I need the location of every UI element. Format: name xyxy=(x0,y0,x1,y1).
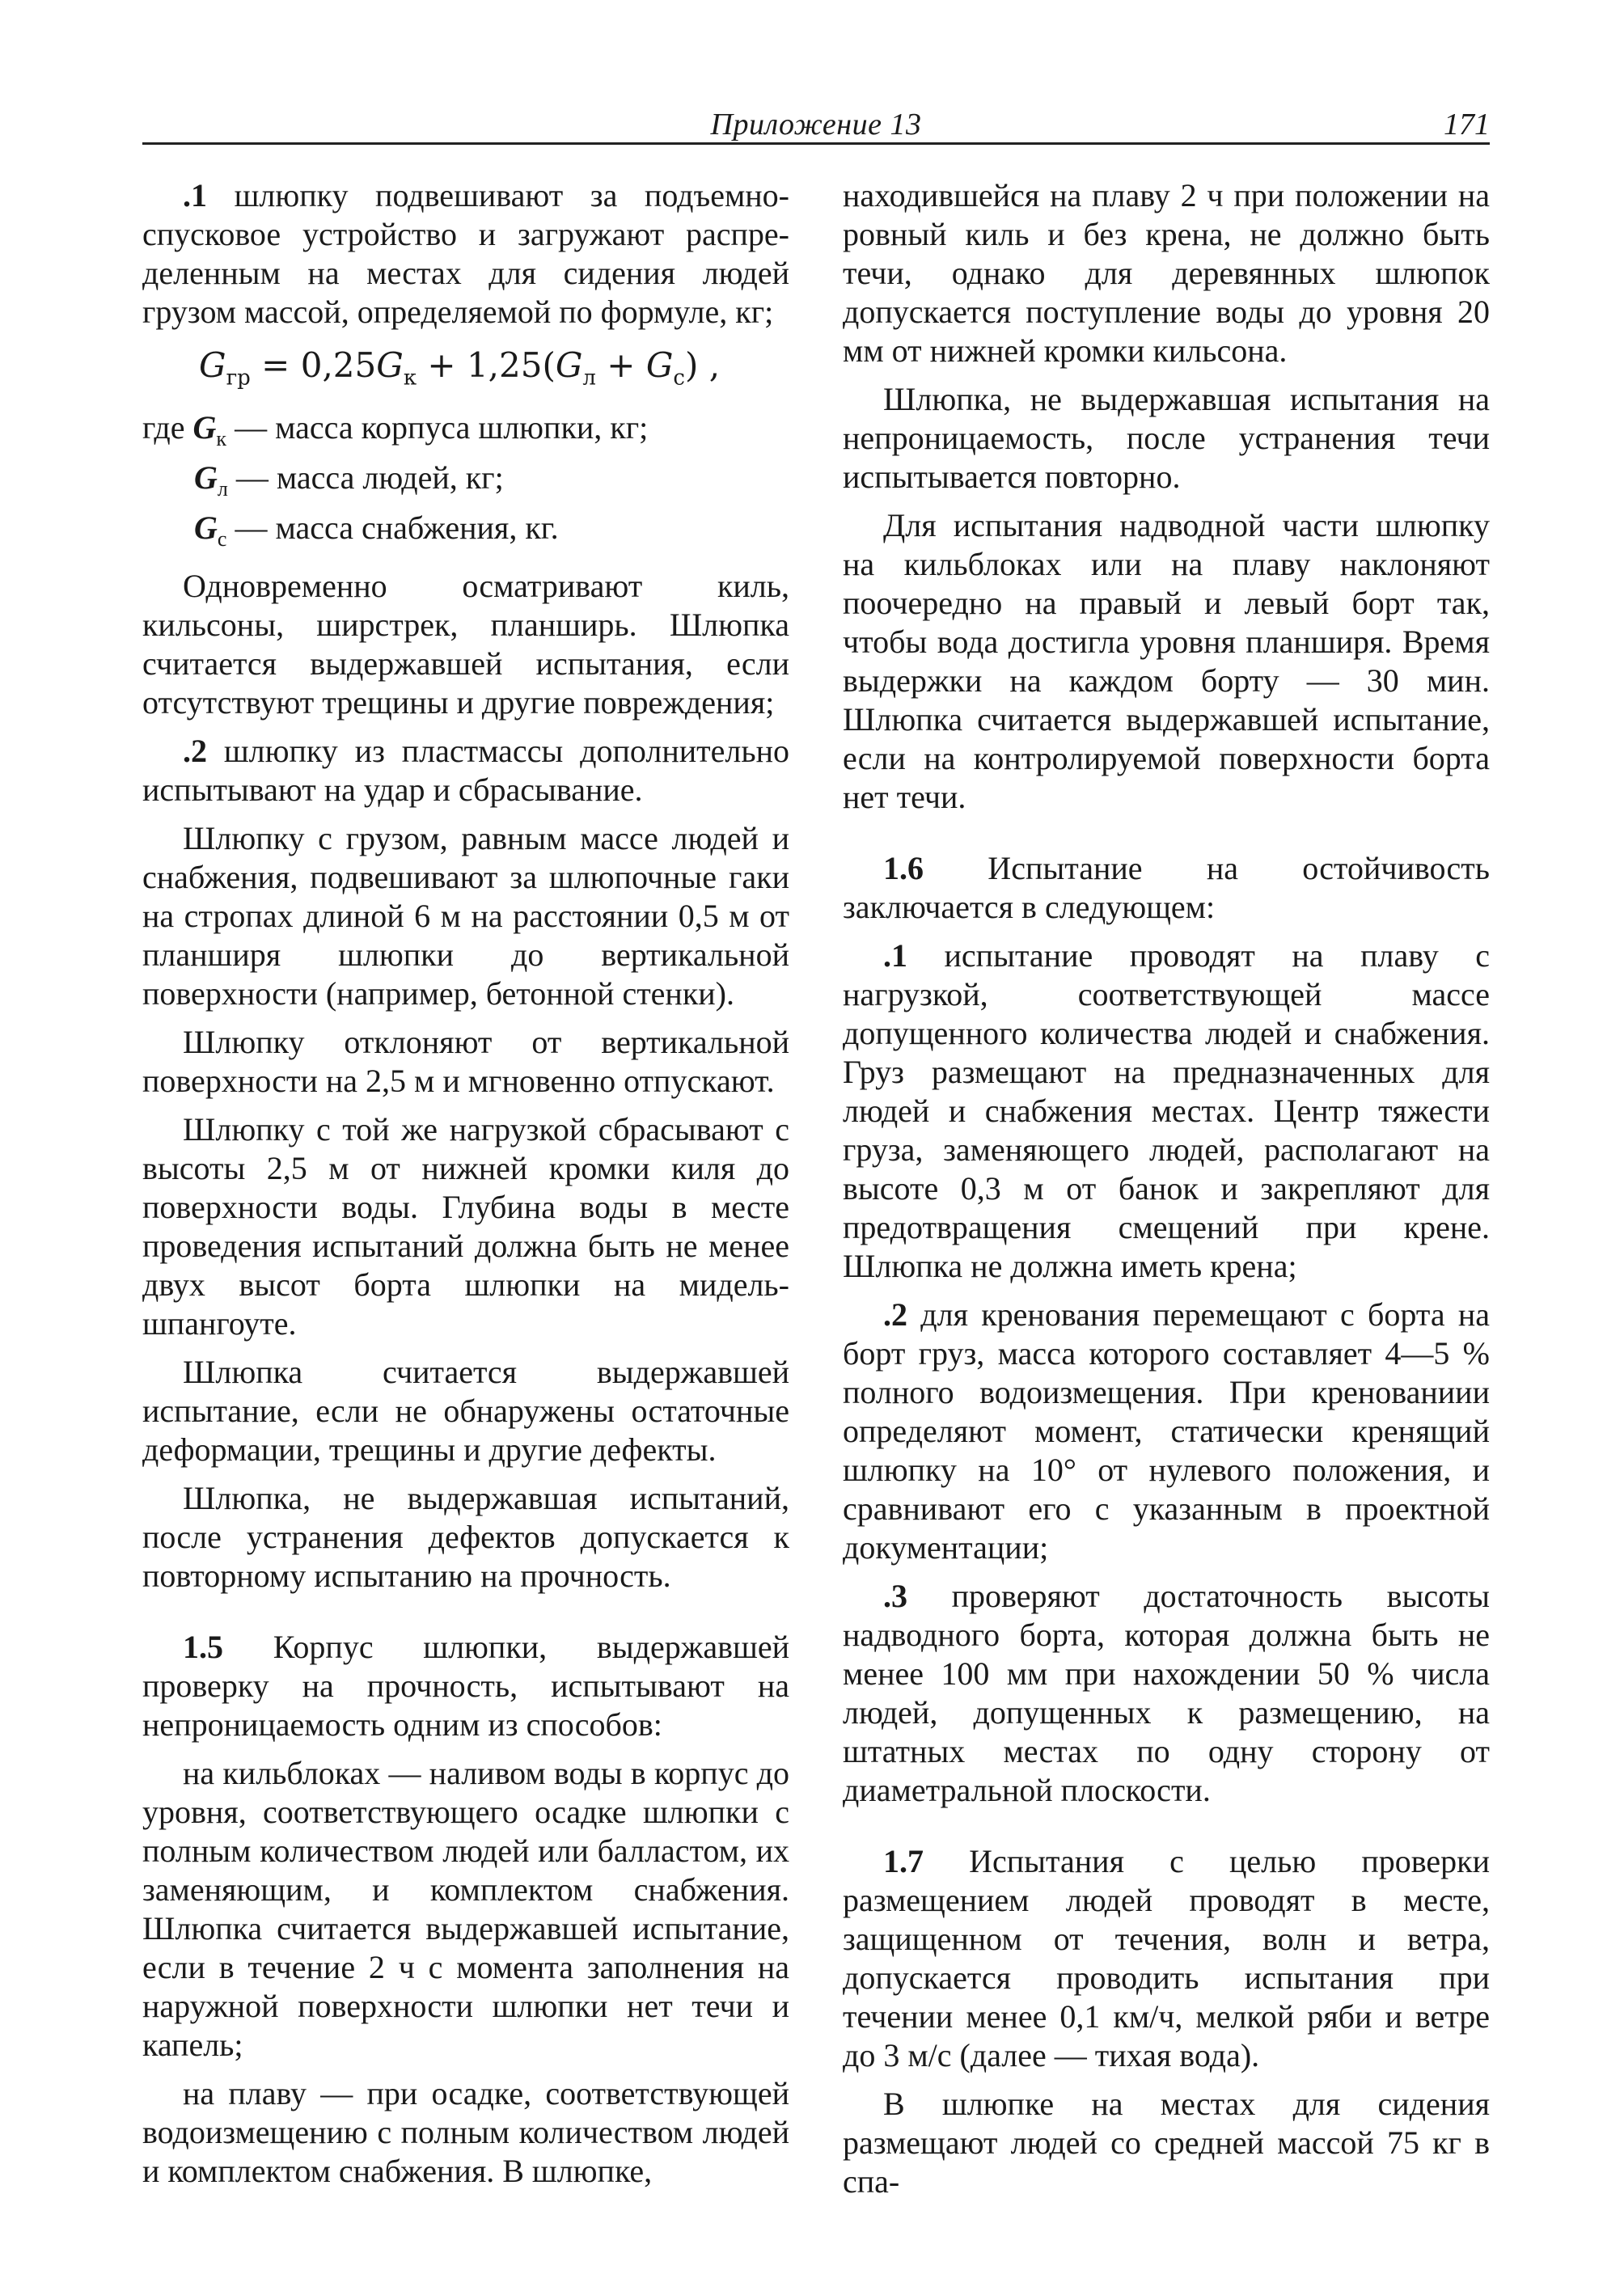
section-number: 1.5 xyxy=(183,1629,223,1666)
paragraph: Шлюпку отклоняют от вертикальной поверхности на 2,5 м и мгновенно отпускают. xyxy=(142,1024,789,1100)
header-title: Приложение 13 xyxy=(710,108,922,142)
definition-row: $G_л$ — масса людей, кг; xyxy=(194,459,504,501)
item-number: .1 xyxy=(183,177,207,213)
section-paragraph: 1.6 Испытание на остойчивость заключается в следующем: xyxy=(843,850,1490,925)
item-number: .3 xyxy=(883,1578,907,1614)
left-column xyxy=(142,176,789,2200)
mass-formula: $G_{гр} = 0,25G_к + 1,25(G_л + G_с)$ , xyxy=(199,345,721,391)
paragraph: Шлюпка, не выдержавшая испытания на непроницаемость, после устранения течи испытывается повторно. xyxy=(843,381,1490,495)
right-column xyxy=(843,176,1490,2211)
item-number: .1 xyxy=(883,937,907,974)
paragraph: .1 испытание проводят на плаву с нагрузкой, соответствующей массе допущенного количества людей и снабжения. Груз размещают на предназначенных для людей и снабжения местах. Центр тяжести груза, заменяющего людей, располагают на высоте 0,3 м от банок и закрепляют для предотвращения смещений при крене. Шлюпка не должна иметь крена; xyxy=(843,937,1490,1284)
paragraph: .2 для кренования перемещают с борта на борт груз, масса которого составляет 4—5 % полного водоизмещения. При кренованиии определяют момент, статически кренящий шлюпку на 10° от нулевого положения, и сравнивают его с указанным в проектной документации; xyxy=(843,1296,1490,1566)
paragraph: находившейся на плаву 2 ч при положении на ровный киль и без крена, не должно быть течи, однако для деревянных шлюпок допускается поступление воды до уровня 20 мм от нижней кромки кильсона. xyxy=(843,177,1490,369)
item-number: .2 xyxy=(883,1296,907,1333)
page-number: 171 xyxy=(1444,108,1490,142)
paragraph: Шлюпку с грузом, равным массе людей и снабжения, подвешивают за шлюпочные гаки на стропах длиной 6 м на расстоянии 0,5 м от планширя шлюпки до вертикальной поверхности (например, бетонной стенки). xyxy=(142,820,789,1012)
paragraph: на кильблоках — наливом воды в корпус до уровня, соответствующего осадке шлюпки с полным количеством людей или балластом, их заменяющим, и комплектом снабжения. Шлюпка считается выдержавшей испытание, если в течение 2 ч с момента заполнения на наружной поверхности шлюпки нет течи и капель; xyxy=(142,1755,789,2064)
formula-definitions xyxy=(142,408,789,559)
paragraph: .3 проверяют достаточность высоты надводного борта, которая должна быть не менее 100 мм при нахождении 50 % числа людей, допущенных к размещению, на штатных местах по одну сторону от диаметральной плоскости. xyxy=(843,1578,1490,1808)
paragraph: Для испытания надводной части шлюпку на кильблоках или на плаву наклоняют поочередно на правый и левый борт так, чтобы вода достигла уровня планширя. Время выдержки на каждом борту — 30 мин. Шлюпка считается выдержавшей испытание, если на контролируемой поверхности борта нет течи. xyxy=(843,507,1490,815)
paragraph: .1 шлюпку подвешивают за подъемно-спусковое устройство и загружают распределенным на местах для сидения людей грузом массой, определяемой по формуле, кг; xyxy=(142,177,789,330)
paragraph: Шлюпку с той же нагрузкой сбрасывают с высоты 2,5 м от нижней кромки киля до поверхности воды. Глубина воды в месте проведения испытаний должна быть не менее двух высот борта шлюпки на мидель-шпангоуте. xyxy=(142,1111,789,1342)
paragraph: Одновременно осматривают киль, кильсоны, ширстрек, планширь. Шлюпка считается выдержавшей испытания, если отсутствуют трещины и другие повреждения; xyxy=(142,568,789,721)
paragraph: .2 шлюпку из пластмассы дополнительно испытывают на удар и сбрасывание. xyxy=(142,733,789,809)
paragraph: на плаву — при осадке, соответствующей водоизмещению с полным количеством людей и комплектом снабжения. В шлюпке, xyxy=(142,2075,789,2190)
section-number: 1.6 xyxy=(883,850,924,886)
paragraph: Шлюпка считается выдержавшей испытание, если не обнаружены остаточные деформации, трещины и другие дефекты. xyxy=(142,1354,789,1469)
paragraph: В шлюпке на местах для сидения размещают людей со средней массой 75 кг в спа- xyxy=(843,2086,1490,2200)
definition-row: где $G_к$ — масса корпуса шлюпки, кг; xyxy=(142,409,649,451)
definition-row: $G_с$ — масса снабжения, кг. xyxy=(194,509,559,552)
section-number: 1.7 xyxy=(883,1843,924,1879)
section-paragraph: 1.5 Корпус шлюпки, выдержавшей проверку на прочность, испытывают на непроницаемость одним из способов: xyxy=(142,1629,789,1744)
paragraph: Шлюпка, не выдержавшая испытаний, после устранения дефектов допускается к повторному испытанию на прочность. xyxy=(142,1480,789,1595)
item-number: .2 xyxy=(183,733,207,770)
running-header xyxy=(142,104,1490,145)
section-paragraph: 1.7 Испытания с целью проверки размещением людей проводят в месте, защищенном от течения, волн и ветра, допускается проводить испытания при течении менее 0,1 км/ч, мелкой ряби и ветре до 3 м/с (далее — тихая вода). xyxy=(843,1843,1490,2073)
